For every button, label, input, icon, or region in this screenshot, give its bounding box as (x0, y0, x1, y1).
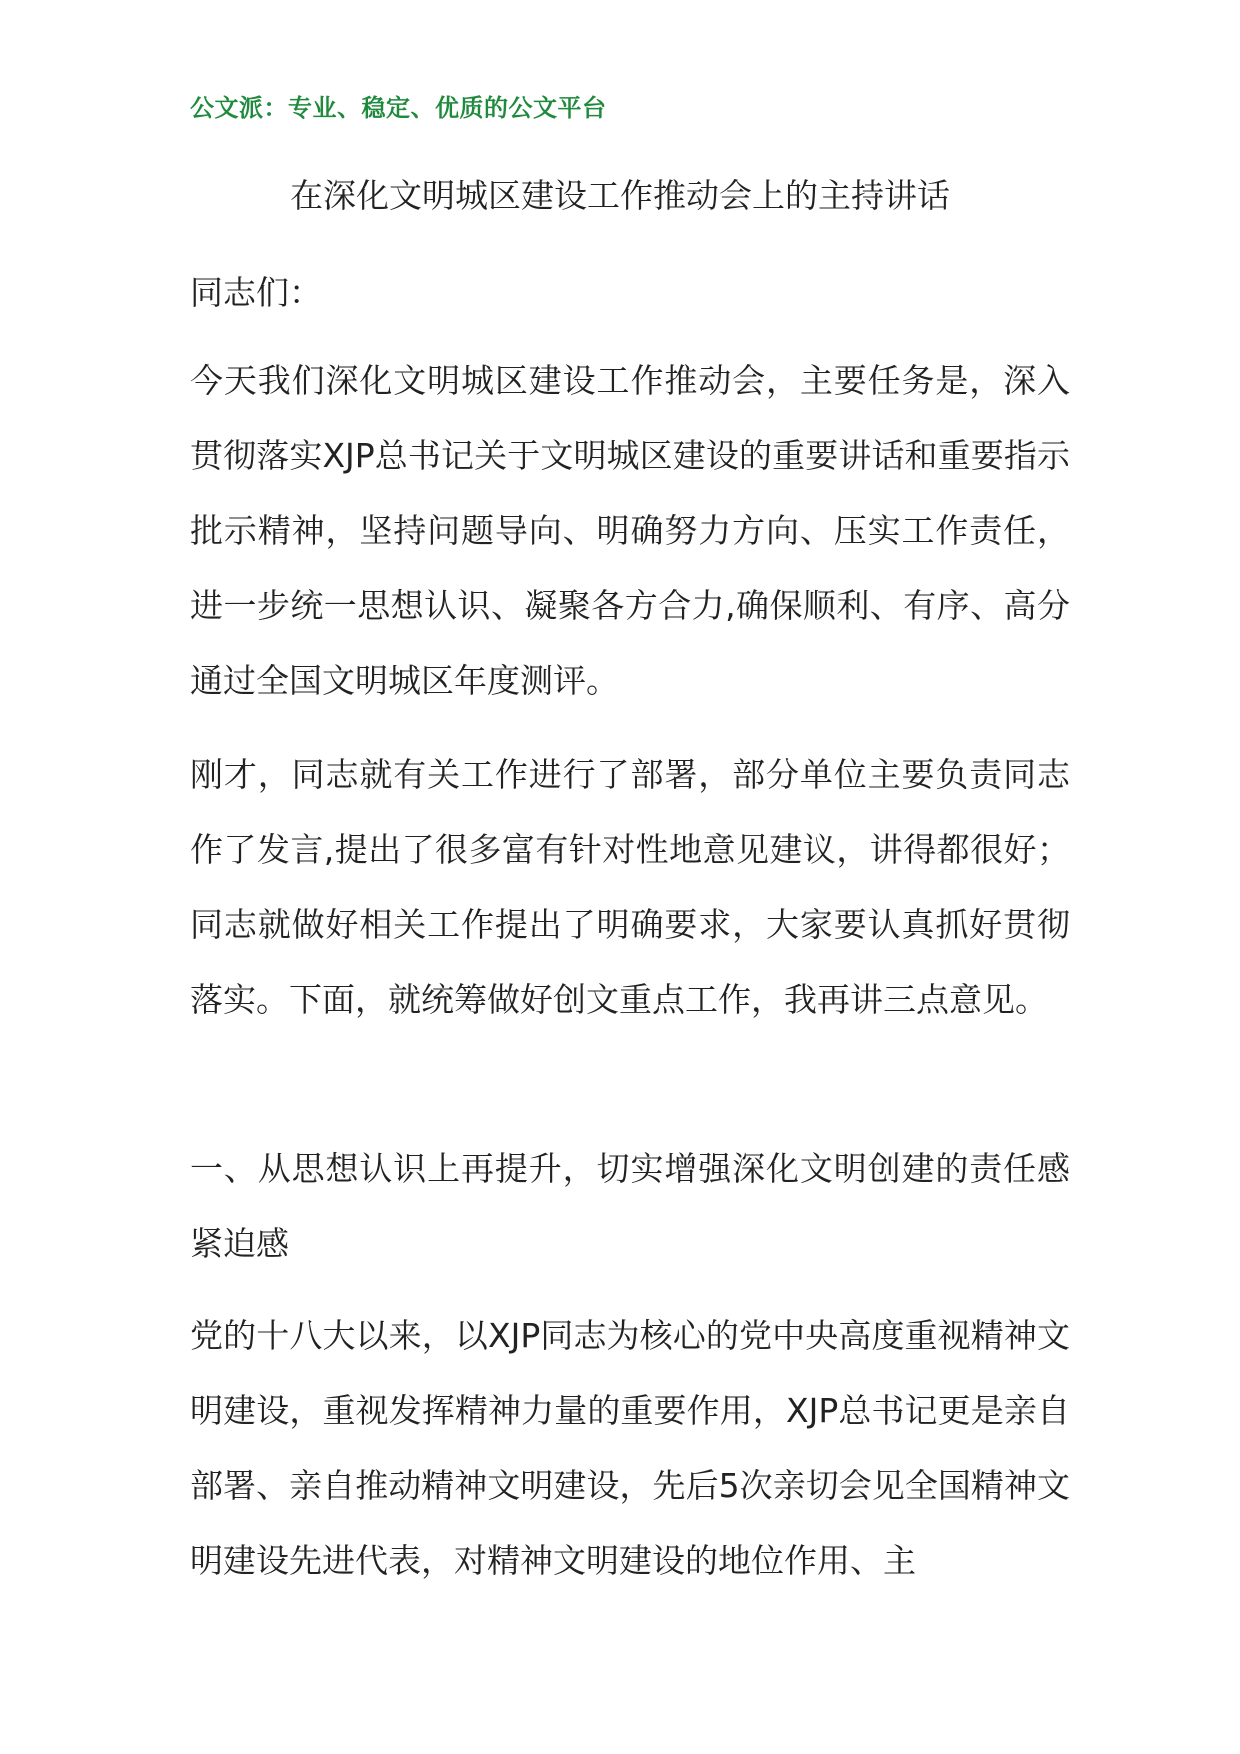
paragraph-1: 今天我们深化文明城区建设工作推动会，主要任务是，深入贯彻落实XJP总书记关于文明城区建设的重要讲话和重要指示批示精神，坚持问题导向、明确努力方向、压实工作责任，进一步统一思想认识、凝聚各方合力,确保顺利、有序、高分通过全国文明城区年度测评。 (190, 361, 1070, 700)
document-title: 在深化文明城区建设工作推动会上的主持讲话 (290, 176, 950, 215)
section-heading-1: 一、从思想认识上再提升，切实增强深化文明创建的责任感紧迫感 (190, 1149, 1070, 1263)
paragraph-3: 党的十八大以来，以XJP同志为核心的党中央高度重视精神文明建设，重视发挥精神力量的重要作用，XJP总书记更是亲自部署、亲自推动精神文明建设，先后5次亲切会见全国精神文明建设先进代表，对精神文明建设的地位作用、主 (190, 1316, 1070, 1580)
paragraph-2: 刚才，同志就有关工作进行了部署，部分单位主要负责同志作了发言,提出了很多富有针对性地意见建议，讲得都很好；同志就做好相关工作提出了明确要求，大家要认真抓好贯彻落实。下面，就统筹做好创文重点工作，我再讲三点意见。 (190, 755, 1070, 1019)
platform-header: 公文派：专业、稳定、优质的公文平台 (190, 94, 607, 122)
salutation: 同志们： (190, 273, 322, 312)
